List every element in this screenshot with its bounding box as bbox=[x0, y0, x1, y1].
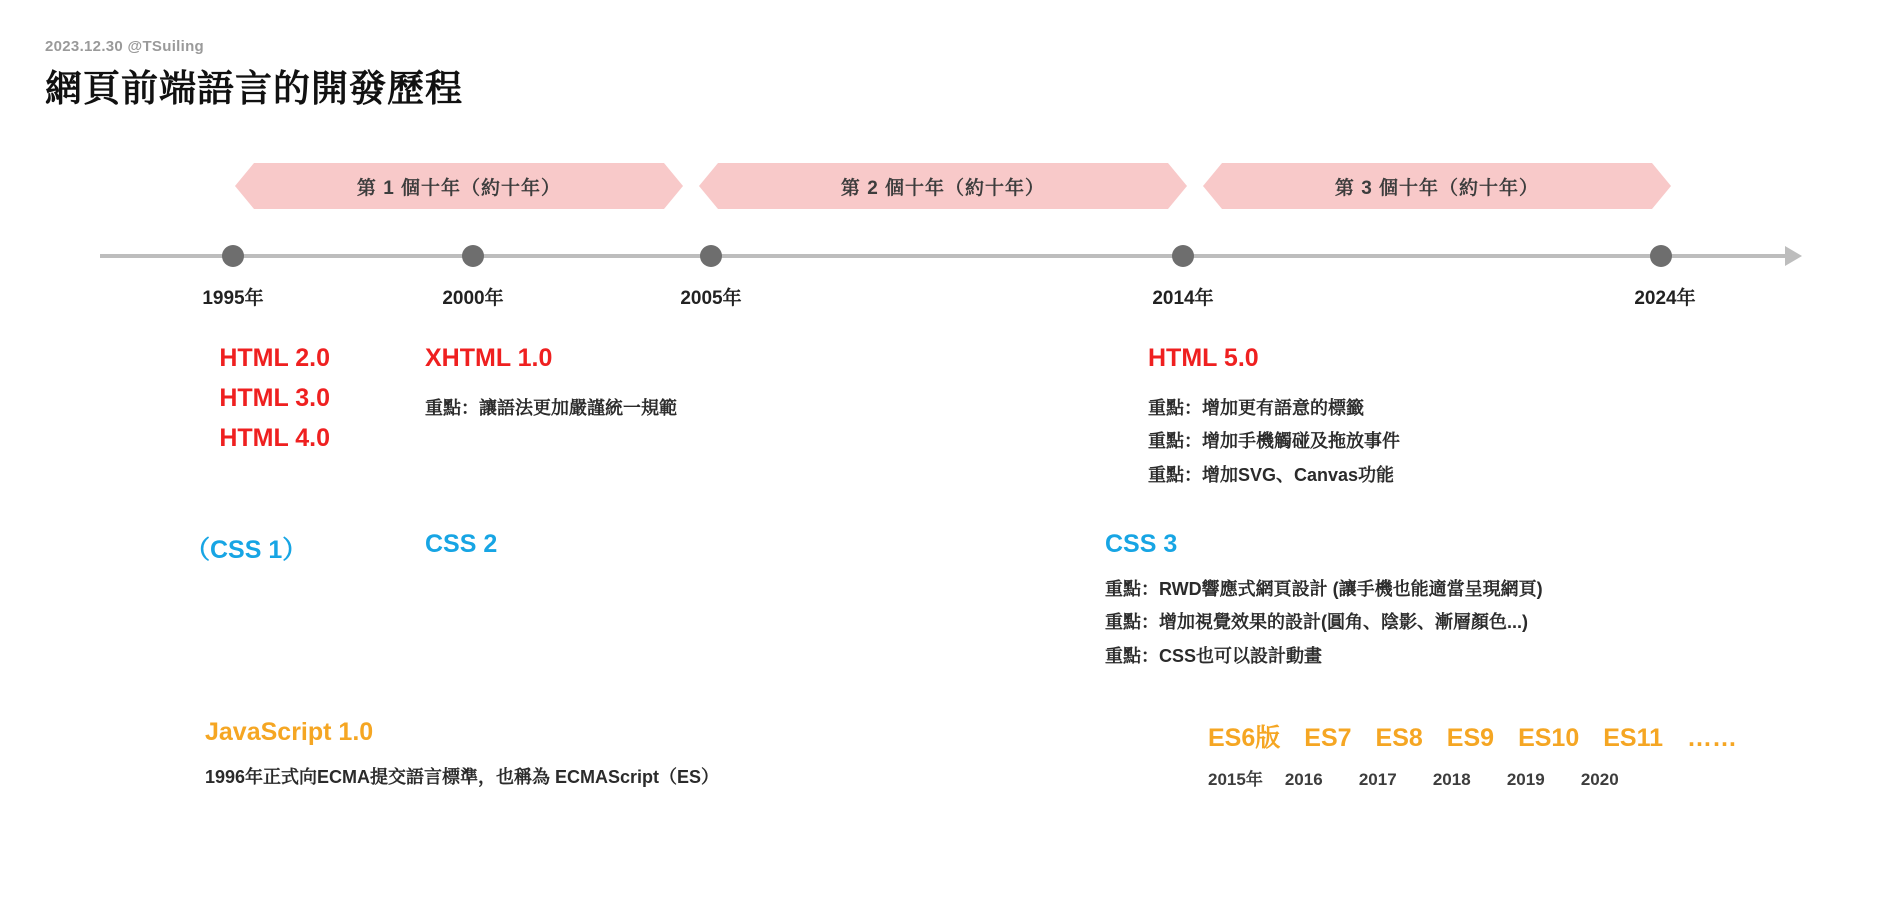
es-version-es7: ES7 bbox=[1304, 724, 1352, 752]
decade-bar-1-label: 第 1 個十年（約十年） bbox=[356, 177, 562, 199]
html5-2014-group bbox=[1148, 338, 1400, 492]
timeline-label-2005: 2005年 bbox=[680, 288, 742, 309]
es-version-es11: ES11 bbox=[1603, 724, 1664, 752]
timeline-node-2014 bbox=[1172, 245, 1194, 267]
es-version-es10: ES10 bbox=[1518, 724, 1580, 752]
es-versions-row bbox=[1208, 718, 1737, 754]
timeline-label-2024: 2024年 bbox=[1634, 288, 1696, 309]
decade-bar-3-label: 第 3 個十年（約十年） bbox=[1334, 177, 1540, 199]
css-3-group bbox=[1105, 530, 1543, 673]
timeline-label-2014: 2014年 bbox=[1152, 288, 1214, 309]
decade-bar-1 bbox=[254, 163, 664, 209]
css-2-label: CSS 2 bbox=[425, 530, 498, 558]
decade-bar-2 bbox=[718, 163, 1168, 209]
html-5-0-note-3: 重點：增加SVG、Canvas功能 bbox=[1148, 464, 1395, 485]
timeline-label-1995: 1995年 bbox=[202, 288, 264, 309]
es-year-2017: 2017 bbox=[1358, 770, 1397, 789]
es-version-es6: ES6版 bbox=[1208, 724, 1281, 752]
javascript-1-0-label: JavaScript 1.0 bbox=[205, 718, 374, 746]
es-years-row bbox=[1208, 765, 1633, 790]
es-version-more: …… bbox=[1687, 724, 1738, 752]
javascript-1-0-note: 1996年正式向ECMA提交語言標準，也稱為 ECMAScript（ES） bbox=[205, 767, 720, 787]
timeline-node-1995 bbox=[222, 245, 244, 267]
javascript-group bbox=[205, 718, 719, 794]
timeline-axis bbox=[100, 254, 1785, 258]
css-3-label: CSS 3 bbox=[1105, 530, 1178, 558]
html-3-0-label: HTML 3.0 bbox=[219, 384, 330, 412]
decade-bar-2-label: 第 2 個十年（約十年） bbox=[840, 177, 1046, 199]
css-3-note-2: 重點：增加視覺效果的設計(圓角、陰影、漸層顏色...) bbox=[1105, 612, 1528, 633]
css-1-label: （CSS 1） bbox=[185, 536, 308, 564]
byline: 2023.12.30 @TSuiling bbox=[45, 38, 205, 55]
html-5-0-label: HTML 5.0 bbox=[1148, 344, 1259, 372]
timeline-arrow-icon bbox=[1785, 246, 1802, 266]
css-3-note-1: 重點：RWD響應式網頁設計 (讓手機也能適當呈現網頁) bbox=[1105, 579, 1543, 599]
timeline-node-2005 bbox=[700, 245, 722, 267]
html-4-0-label: HTML 4.0 bbox=[219, 424, 330, 452]
decade-bar-3 bbox=[1222, 163, 1652, 209]
es-year-2019: 2019 bbox=[1506, 770, 1545, 789]
css-3-note-3: 重點：CSS也可以設計動畫 bbox=[1105, 645, 1323, 666]
es-year-2020: 2020 bbox=[1580, 770, 1619, 789]
timeline-label-2000: 2000年 bbox=[442, 288, 504, 309]
es-year-2016: 2016 bbox=[1284, 770, 1323, 789]
xhtml-1-0-label: XHTML 1.0 bbox=[425, 344, 553, 372]
html-1995-group bbox=[60, 338, 330, 458]
html-5-0-note-1: 重點：增加更有語意的標籤 bbox=[1148, 398, 1364, 418]
es-year-2018: 2018 bbox=[1432, 770, 1471, 789]
xhtml-1-0-note: 重點：讓語法更加嚴謹統一規範 bbox=[425, 398, 677, 418]
page-title: 網頁前端語言的開發歷程 bbox=[45, 68, 463, 109]
xhtml-2000-group bbox=[425, 338, 677, 425]
timeline-node-2024 bbox=[1650, 245, 1672, 267]
es-version-es8: ES8 bbox=[1375, 724, 1423, 752]
es-version-es9: ES9 bbox=[1446, 724, 1495, 752]
timeline-node-2000 bbox=[462, 245, 484, 267]
html-2-0-label: HTML 2.0 bbox=[219, 344, 330, 372]
es-year-2015: 2015年 bbox=[1208, 770, 1263, 789]
html-5-0-note-2: 重點：增加手機觸碰及拖放事件 bbox=[1148, 431, 1400, 452]
